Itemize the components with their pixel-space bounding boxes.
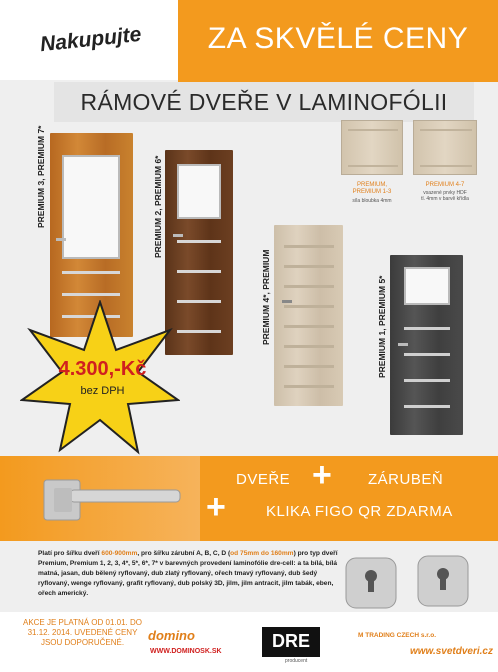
rosettes-image <box>338 552 488 612</box>
sample-left-label: PREMIUM, PREMIUM 1-3 <box>352 182 392 195</box>
plus-icon: + <box>206 488 226 526</box>
door4-label: PREMIUM 1, PREMIUM 5* <box>377 275 387 378</box>
sample-premium-4-7 <box>413 120 477 175</box>
subtitle: RÁMOVÉ DVEŘE V LAMINOFÓLII <box>80 89 448 115</box>
price-note: bez DPH <box>80 385 125 397</box>
door2-label: PREMIUM 2, PREMIUM 6* <box>153 155 163 258</box>
offer-item-handle: KLIKA FIGO QR ZDARMA <box>266 503 453 520</box>
door-premium-1 <box>390 255 463 435</box>
door-handle-image <box>40 470 190 530</box>
door3-label: PREMIUM 4*, PREMIUM <box>261 249 271 345</box>
terms-text: Platí pro šířku dveří 600-900mm, pro šířku zárubní A, B, C, D (od 75mm do 160mm) pro typ dveří Premium, Premium 1, 2, 3, 4*, 5*, 6*, 7* v barevných provedení laminofólie dre-cell: a ta bílá, bílá matná, jasan, dub bělený ryflovaný, dub zlatý ryflovaný, ořech tmavý ryflovaný, dub šedý ryflovaný, wenge ryflovaný, grafit ryflovaný, dub polský 3D, jilm, jilm antracit, jilm tabák, eben, ořech americký. <box>38 550 338 597</box>
plus-icon: + <box>312 456 332 494</box>
headline: ZA SKVĚLÉ CENY <box>207 22 469 55</box>
domino-logo: domino <box>148 628 195 643</box>
promo-validity: AKCE JE PLATNÁ OD 01.01. DO 31.12. 2014. UVEDENÉ CENY JSOU DOPORUČENÉ. <box>22 618 142 647</box>
offer-item-doors: DVEŘE <box>236 471 291 488</box>
offer-item-frame: ZÁRUBEŇ <box>368 471 444 488</box>
mtrading-logo: M TRADING CZECH s.r.o. <box>358 632 437 639</box>
sample-premium-1-3 <box>341 120 403 175</box>
door-premium-4 <box>274 225 343 406</box>
domino-url: WWW.DOMINOSK.SK <box>150 648 222 655</box>
svetdveri-url: www.svetdveri.cz <box>410 646 493 657</box>
door1-label: PREMIUM 3, PREMIUM 7* <box>36 125 46 228</box>
price: 4.300,-Kč <box>58 358 147 380</box>
sample-right-label: PREMIUM 4-7 <box>425 182 465 188</box>
dre-sub: producent <box>285 658 308 664</box>
sample-right-sub: vsazené prvky HDF tl. 4mm v barvě křídla <box>421 190 469 202</box>
kicker-text: Nakupujte <box>39 22 143 57</box>
dre-logo: DRE <box>262 627 320 657</box>
sample-left-sub: síla bloubka 4mm <box>352 198 392 204</box>
